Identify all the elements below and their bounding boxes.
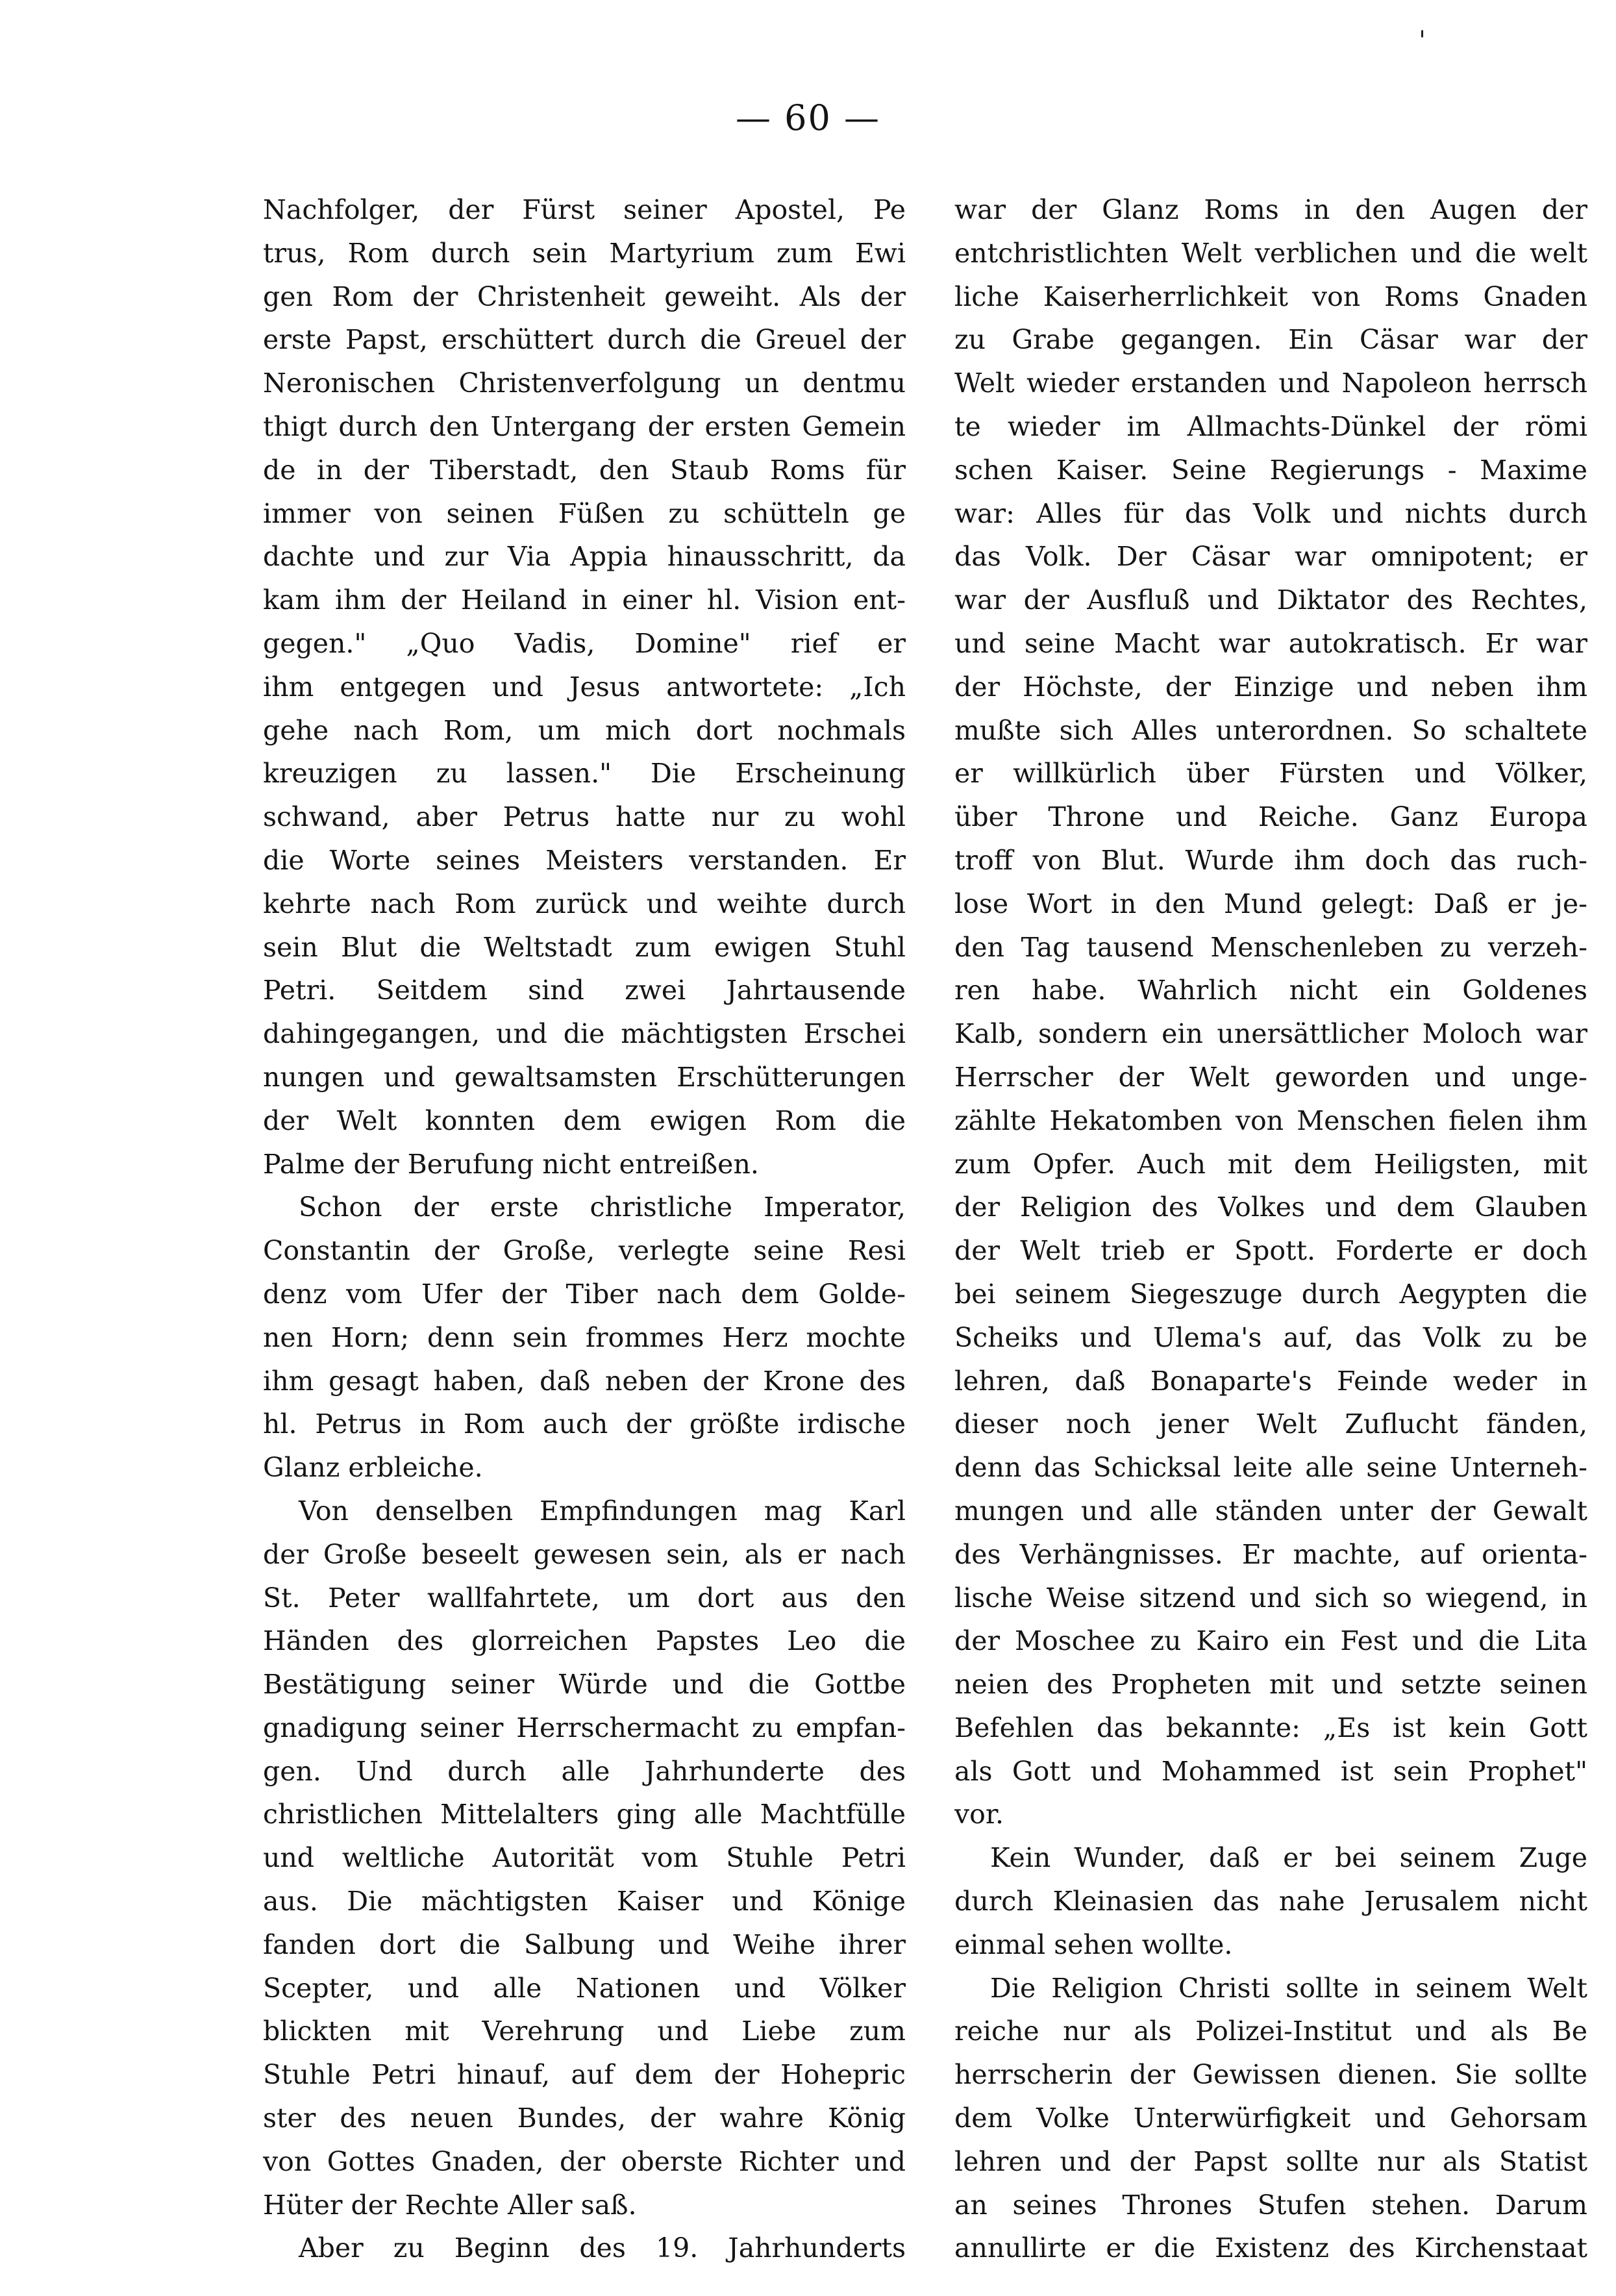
text-line: Die Religion Christi sollte in seinem Welt xyxy=(990,1972,1587,2004)
text-line: gnadigung seiner Herrschermacht zu empfan- xyxy=(263,1712,906,1743)
text-line: der Welt trieb er Spott. Forderte er doch xyxy=(954,1235,1587,1267)
text-line: gegen." „Quo Vadis, Domine" rief er xyxy=(263,627,906,659)
text-line: Schon der erste christliche Imperator, xyxy=(299,1192,906,1223)
text-line: kehrte nach Rom zurück und weihte durch xyxy=(263,888,906,919)
text-line: von Gottes Gnaden, der oberste Richter und xyxy=(263,2145,906,2177)
text-line: gen. Und durch alle Jahrhunderte des xyxy=(263,1755,906,1787)
text-line: te wieder im Allmachts-Dünkel der römi xyxy=(954,410,1587,442)
text-line: zählte Hekatomben von Menschen fielen ihm xyxy=(954,1104,1587,1136)
corner-mark: ' xyxy=(1419,26,1426,56)
text-line: kreuzigen zu lassen." Die Erscheinung xyxy=(263,758,906,790)
text-line: nungen und gewaltsamsten Erschütterungen xyxy=(263,1061,906,1093)
text-line: gen Rom der Christenheit geweiht. Als der xyxy=(263,281,906,312)
text-line: gehe nach Rom, um mich dort nochmals xyxy=(263,714,906,746)
text-line: mußte sich Alles unterordnen. So schaltete xyxy=(954,714,1587,746)
text-line: mungen und alle ständen unter der Gewalt xyxy=(954,1495,1587,1527)
text-line: denn das Schicksal leite alle seine Unterneh- xyxy=(954,1452,1587,1484)
text-line: sein Blut die Weltstadt zum ewigen Stuhl xyxy=(263,931,906,963)
text-line: Kalb, sondern ein unersättlicher Moloch war xyxy=(954,1018,1587,1050)
text-line: neien des Propheten mit und setzte seinen xyxy=(954,1669,1587,1701)
text-line: des Verhängnisses. Er machte, auf orienta- xyxy=(954,1538,1587,1570)
text-line: herrscherin der Gewissen dienen. Sie sollte xyxy=(954,2059,1587,2091)
text-line: durch Kleinasien das nahe Jerusalem nicht xyxy=(954,1886,1587,1917)
text-line: die Worte seines Meisters verstanden. Er xyxy=(263,844,906,876)
text-line: das Volk. Der Cäsar war omnipotent; er xyxy=(954,541,1587,573)
text-line: annullirte er die Existenz des Kirchenstaat xyxy=(954,2232,1587,2264)
text-line: Aber zu Beginn des 19. Jahrhunderts xyxy=(299,2232,906,2264)
text-line: Scepter, und alle Nationen und Völker xyxy=(263,1972,906,2004)
text-line: Herrscher der Welt geworden und unge- xyxy=(954,1061,1587,1093)
text-line: vor. xyxy=(954,1799,1004,1830)
text-line: war der Ausfluß und Diktator des Rechtes, xyxy=(954,584,1587,616)
text-line: ihm gesagt haben, daß neben der Krone des xyxy=(263,1365,906,1397)
text-line: bei seinem Siegeszuge durch Aegypten die xyxy=(954,1278,1587,1310)
text-line: Händen des glorreichen Papstes Leo die xyxy=(263,1625,906,1657)
text-line: blickten mit Verehrung und Liebe zum xyxy=(263,2015,906,2047)
text-line: ren habe. Wahrlich nicht ein Goldenes xyxy=(954,975,1587,1006)
right-text-column xyxy=(954,188,1587,2270)
text-line: Befehlen das bekannte: „Es ist kein Gott xyxy=(954,1712,1587,1743)
text-line: de in der Tiberstadt, den Staub Roms für xyxy=(263,454,906,486)
text-line: lehren und der Papst sollte nur als Statist xyxy=(954,2145,1587,2177)
text-line: den Tag tausend Menschenleben zu verzeh- xyxy=(954,931,1587,963)
text-line: Von denselben Empfindungen mag Karl xyxy=(299,1495,906,1527)
text-line: nen Horn; denn sein frommes Herz mochte xyxy=(263,1321,906,1353)
text-line: Constantin der Große, verlegte seine Resi xyxy=(263,1235,906,1267)
text-line: kam ihm der Heiland in einer hl. Vision ent- xyxy=(263,584,906,616)
text-line: denz vom Ufer der Tiber nach dem Golde- xyxy=(263,1278,906,1310)
text-line: dieser noch jener Welt Zuflucht fänden, xyxy=(954,1408,1587,1440)
text-line: einmal sehen wollte. xyxy=(954,1928,1233,1960)
text-line: erste Papst, erschüttert durch die Greuel der xyxy=(263,324,906,356)
text-line: und seine Macht war autokratisch. Er war xyxy=(954,627,1587,659)
text-line: trus, Rom durch sein Martyrium zum Ewi xyxy=(263,237,906,269)
text-line: als Gott und Mohammed ist sein Prophet" xyxy=(954,1755,1587,1787)
text-line: der Religion des Volkes und dem Glauben xyxy=(954,1192,1587,1223)
text-line: troff von Blut. Wurde ihm doch das ruch- xyxy=(954,844,1587,876)
text-line: thigt durch den Untergang der ersten Gemein xyxy=(263,410,906,442)
text-line: entchristlichten Welt verblichen und die welt xyxy=(954,237,1587,269)
text-line: ihm entgegen und Jesus antwortete: „Ich xyxy=(263,671,906,703)
text-line: ster des neuen Bundes, der wahre König xyxy=(263,2103,906,2134)
text-line: hl. Petrus in Rom auch der größte irdische xyxy=(263,1408,906,1440)
text-line: zum Opfer. Auch mit dem Heiligsten, mit xyxy=(954,1148,1587,1180)
text-line: aus. Die mächtigsten Kaiser und Könige xyxy=(263,1886,906,1917)
text-line: St. Peter wallfahrtete, um dort aus den xyxy=(263,1582,906,1614)
text-line: der Große beseelt gewesen sein, als er nach xyxy=(263,1538,906,1570)
text-line: zu Grabe gegangen. Ein Cäsar war der xyxy=(954,324,1587,356)
text-line: immer von seinen Füßen zu schütteln ge xyxy=(263,497,906,529)
text-line: über Throne und Reiche. Ganz Europa xyxy=(954,801,1587,833)
text-line: fanden dort die Salbung und Weihe ihrer xyxy=(263,1928,906,1960)
text-line: an seines Thrones Stufen stehen. Darum xyxy=(954,2189,1587,2221)
text-line: war der Glanz Roms in den Augen der xyxy=(954,194,1587,225)
text-line: dachte und zur Via Appia hinausschritt, da xyxy=(263,541,906,573)
text-line: schwand, aber Petrus hatte nur zu wohl xyxy=(263,801,906,833)
text-line: Scheiks und Ulema's auf, das Volk zu be xyxy=(954,1321,1587,1353)
text-line: christlichen Mittelalters ging alle Machtfülle xyxy=(263,1799,906,1830)
text-line: Bestätigung seiner Würde und die Gottbe xyxy=(263,1669,906,1701)
text-line: der Höchste, der Einzige und neben ihm xyxy=(954,671,1587,703)
page-number: — 60 — xyxy=(735,97,881,138)
text-line: liche Kaiserherrlichkeit von Roms Gnaden xyxy=(954,281,1587,312)
text-line: Nachfolger, der Fürst seiner Apostel, Pe xyxy=(263,194,906,225)
text-line: Hüter der Rechte Aller saß. xyxy=(263,2189,637,2221)
text-line: und weltliche Autorität vom Stuhle Petri xyxy=(263,1842,906,1874)
text-line: Petri. Seitdem sind zwei Jahrtausende xyxy=(263,975,906,1006)
text-line: dem Volke Unterwürfigkeit und Gehorsam xyxy=(954,2103,1587,2134)
text-line: Neronischen Christenverfolgung un dentmu xyxy=(263,368,906,399)
text-line: der Moschee zu Kairo ein Fest und die Lita xyxy=(954,1625,1587,1657)
text-line: Kein Wunder, daß er bei seinem Zuge xyxy=(990,1842,1587,1874)
text-line: Palme der Berufung nicht entreißen. xyxy=(263,1148,759,1180)
text-line: Welt wieder erstanden und Napoleon herrsch xyxy=(954,368,1587,399)
text-line: er willkürlich über Fürsten und Völker, xyxy=(954,758,1587,790)
text-line: schen Kaiser. Seine Regierungs - Maxime xyxy=(954,454,1587,486)
left-text-column xyxy=(263,188,906,2270)
text-line: dahingegangen, und die mächtigsten Erschei xyxy=(263,1018,906,1050)
text-line: reiche nur als Polizei-Institut und als Be xyxy=(954,2015,1587,2047)
text-line: der Welt konnten dem ewigen Rom die xyxy=(263,1104,906,1136)
text-line: Stuhle Petri hinauf, auf dem der Hohepric xyxy=(263,2059,906,2091)
text-line: lische Weise sitzend und sich so wiegend, in xyxy=(954,1582,1587,1614)
text-line: Glanz erbleiche. xyxy=(263,1452,483,1484)
text-line: lehren, daß Bonaparte's Feinde weder in xyxy=(954,1365,1587,1397)
text-line: lose Wort in den Mund gelegt: Daß er je- xyxy=(954,888,1587,919)
text-line: war: Alles für das Volk und nichts durch xyxy=(954,497,1587,529)
